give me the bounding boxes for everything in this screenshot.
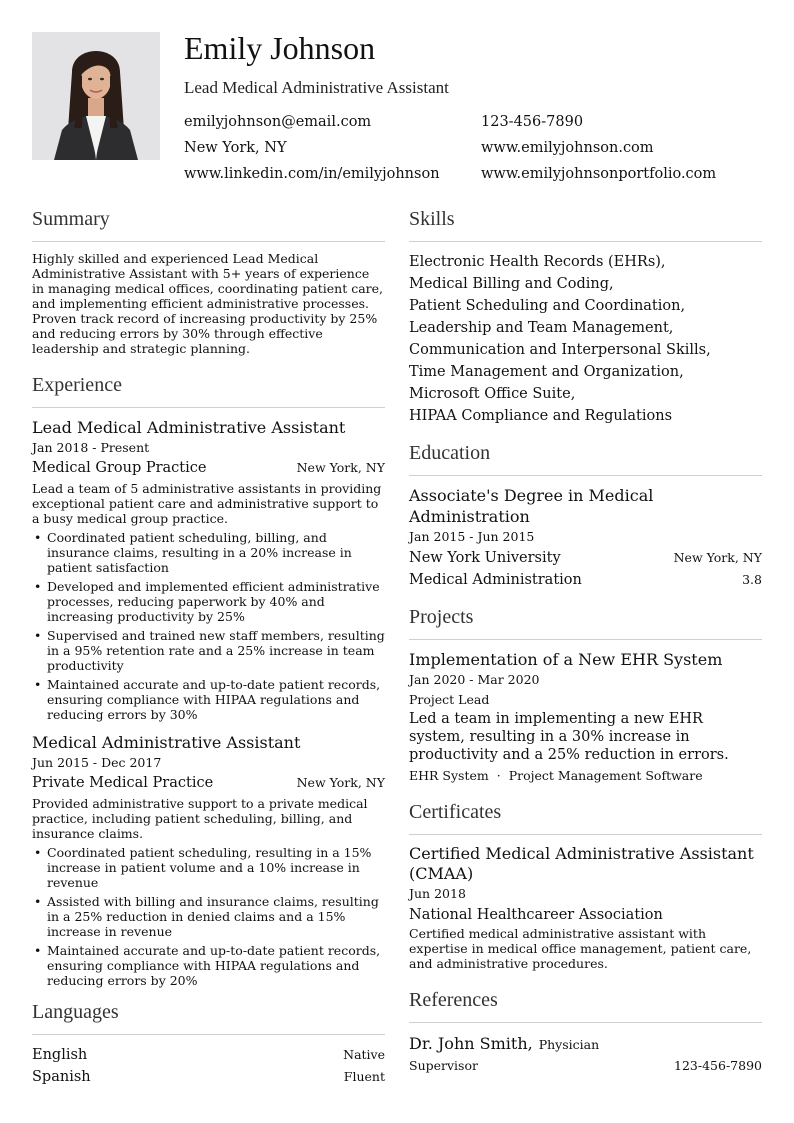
projects-section xyxy=(409,603,762,786)
education-gpa: 3.8 xyxy=(742,572,762,587)
language-name: English xyxy=(32,1047,88,1063)
skill-item: Communication and Interpersonal Skills, xyxy=(409,342,711,358)
skills-section xyxy=(409,205,762,427)
education-school: New York University xyxy=(409,550,561,566)
certificate-issuer: National Healthcareer Association xyxy=(409,907,663,923)
list-item: • Maintained accurate and up-to-date patient records, ensuring compliance with HIPAA regulations and reducing errors by 30% xyxy=(32,677,385,722)
languages-section xyxy=(32,998,385,1088)
skill-item: Medical Billing and Coding, xyxy=(409,276,614,292)
profile-photo xyxy=(32,32,160,160)
job-dates: Jun 2015 - Dec 2017 xyxy=(32,755,162,770)
reference-relation: Supervisor xyxy=(409,1058,478,1073)
education-section xyxy=(409,439,762,591)
certificates-section xyxy=(409,798,762,971)
reference-title: Physician xyxy=(538,1037,600,1052)
project-dates: Jan 2020 - Mar 2020 xyxy=(409,672,540,687)
language-level: Fluent xyxy=(343,1069,385,1084)
contact-portfolio[interactable]: www.emilyjohnsonportfolio.com xyxy=(481,166,717,182)
separator-dot: · xyxy=(496,768,501,783)
contact-website[interactable]: www.emilyjohnson.com xyxy=(481,140,654,156)
project-role: Project Lead xyxy=(409,692,490,707)
left-column xyxy=(32,205,385,1094)
references-heading: References xyxy=(409,986,762,1023)
certificates-heading: Certificates xyxy=(409,798,762,835)
job-achievements xyxy=(32,530,385,722)
certificate-date: Jun 2018 xyxy=(409,886,466,901)
job-description: Lead a team of 5 administrative assistants in providing exceptional patient care and administrative support to a busy medical group practice. xyxy=(32,481,382,526)
education-school-row xyxy=(409,547,762,569)
job-company-row xyxy=(32,458,385,479)
certificate-name: Certified Medical Administrative Assistant (CMAA) xyxy=(409,844,754,883)
job-company-row xyxy=(32,773,385,794)
experience-heading: Experience xyxy=(32,371,385,408)
list-item: • Coordinated patient scheduling, resulting in a 15% increase in patient volume and a 10% increase in revenue xyxy=(32,845,385,890)
candidate-name: Emily Johnson xyxy=(184,30,376,66)
job-dates: Jan 2018 - Present xyxy=(32,440,150,455)
job-company: Medical Group Practice xyxy=(32,460,207,476)
list-item: • Supervised and trained new staff members, resulting in a 95% retention rate and a 25% increase in team productivity xyxy=(32,628,385,673)
profile-photo-illustration xyxy=(32,32,160,160)
contact-location: New York, NY xyxy=(184,140,287,156)
certificate-description: Certified medical administrative assistant with expertise in medical office management, patient care, and administrative procedures. xyxy=(409,926,752,971)
job-entry xyxy=(32,417,385,722)
candidate-headline: Lead Medical Administrative Assistant xyxy=(184,78,449,97)
right-column xyxy=(409,205,762,1081)
job-title: Medical Administrative Assistant xyxy=(32,733,301,752)
job-entry xyxy=(32,732,385,988)
education-degree: Associate's Degree in Medical Administration xyxy=(409,486,654,526)
job-description: Provided administrative support to a private medical practice, including patient scheduling, billing, and insurance claims. xyxy=(32,796,368,841)
summary-text: Highly skilled and experienced Lead Medical Administrative Assistant with 5+ years of experience in managing medical offices, coordinating patient care, and implementing efficient administrative processes. Proven track record of increasing productivity by 25% and reducing errors by 30% through effective leadership and strategic planning. xyxy=(32,251,383,356)
education-dates: Jan 2015 - Jun 2015 xyxy=(409,529,535,544)
reference-name: Dr. John Smith, xyxy=(409,1034,533,1053)
reference-entry xyxy=(409,1032,762,1057)
language-name: Spanish xyxy=(32,1069,91,1085)
skill-item: Time Management and Organization, xyxy=(409,364,684,380)
skill-item: Leadership and Team Management, xyxy=(409,320,674,336)
reference-details-row xyxy=(409,1057,762,1075)
skill-item: Microsoft Office Suite, xyxy=(409,386,576,402)
job-company: Private Medical Practice xyxy=(32,775,214,791)
education-field: Medical Administration xyxy=(409,572,582,588)
education-field-row xyxy=(409,569,762,591)
job-location: New York, NY xyxy=(296,775,385,790)
list-item: • Maintained accurate and up-to-date patient records, ensuring compliance with HIPAA regulations and reducing errors by 20% xyxy=(32,943,385,988)
project-name: Implementation of a New EHR System xyxy=(409,650,723,669)
project-tools xyxy=(409,766,762,786)
reference-phone[interactable]: 123-456-7890 xyxy=(674,1058,762,1073)
contact-linkedin[interactable]: www.linkedin.com/in/emilyjohnson xyxy=(184,166,440,182)
contact-phone[interactable]: 123-456-7890 xyxy=(481,114,584,130)
summary-section xyxy=(32,205,385,356)
references-section xyxy=(409,986,762,1075)
experience-section xyxy=(32,371,385,988)
summary-heading: Summary xyxy=(32,205,385,242)
skill-item: Patient Scheduling and Coordination, xyxy=(409,298,686,314)
projects-heading: Projects xyxy=(409,603,762,640)
language-level: Native xyxy=(343,1047,385,1062)
language-row xyxy=(32,1066,385,1088)
contact-email[interactable]: emilyjohnson@email.com xyxy=(184,114,372,130)
skills-list xyxy=(409,251,762,427)
skill-item: HIPAA Compliance and Regulations xyxy=(409,408,673,424)
education-heading: Education xyxy=(409,439,762,476)
list-item: • Assisted with billing and insurance claims, resulting in a 25% reduction in denied claims and a 15% increase in revenue xyxy=(32,894,385,939)
skill-item: Electronic Health Records (EHRs), xyxy=(409,254,666,270)
languages-heading: Languages xyxy=(32,998,385,1035)
skills-heading: Skills xyxy=(409,205,762,242)
project-tool: Project Management Software xyxy=(508,768,703,783)
job-achievements xyxy=(32,845,385,988)
language-row xyxy=(32,1044,385,1066)
job-title: Lead Medical Administrative Assistant xyxy=(32,418,346,437)
job-location: New York, NY xyxy=(296,460,385,475)
project-description: Led a team in implementing a new EHR system, resulting in a 30% increase in productivity and a 25% reduction in errors. xyxy=(409,711,729,763)
list-item: • Coordinated patient scheduling, billing, and insurance claims, resulting in a 20% increase in patient satisfaction xyxy=(32,530,385,575)
education-location: New York, NY xyxy=(673,550,762,565)
project-tool: EHR System xyxy=(409,768,489,783)
list-item: • Developed and implemented efficient administrative processes, reducing paperwork by 40% and increasing productivity by 25% xyxy=(32,579,385,624)
